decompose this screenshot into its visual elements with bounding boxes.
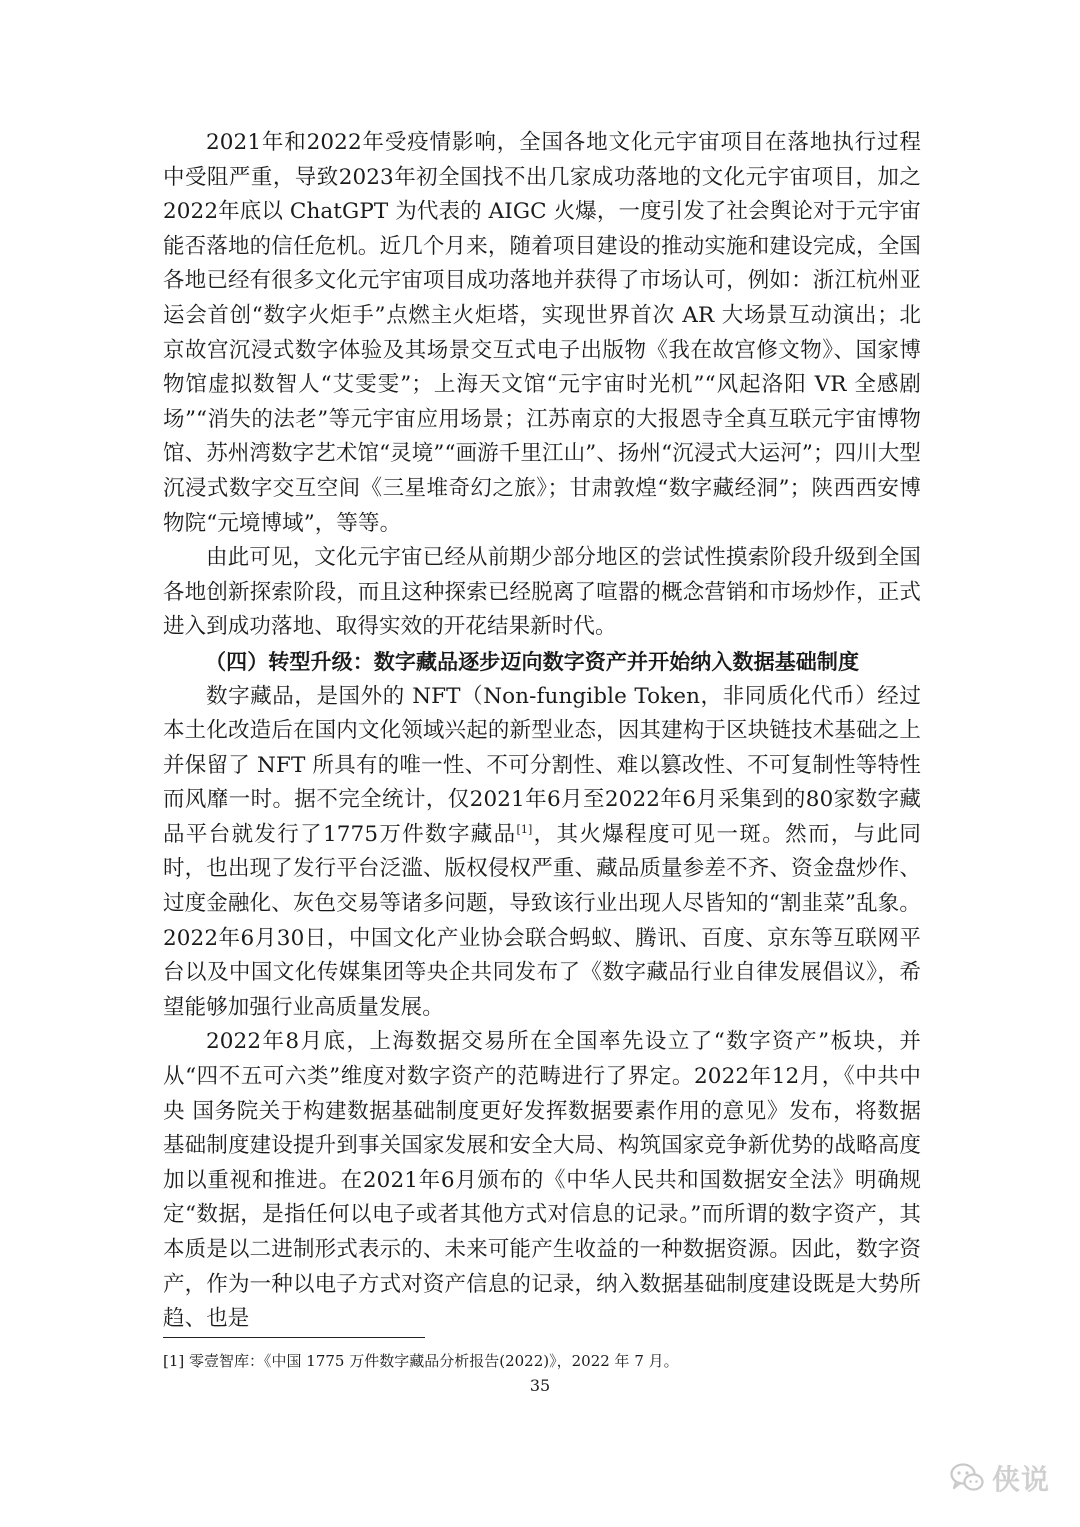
footnote-reference[interactable]: [1]: [516, 822, 533, 836]
paragraph-3-text-b: ，其火爆程度可见一斑。然而，与此同时，也出现了发行平台泛滥、版权侵权严重、藏品质量参差不齐、资金盘炒作、过度金融化、灰色交易等诸多问题，导致该行业出现人尽皆知的“割韭菜”乱象。2022年6月30日，中国文化产业协会联合蚂蚁、腾讯、百度、京东等互联网平台以及中国文化传媒集团等央企共同发布了《数字藏品行业自律发展倡议》，希望能够加强行业高质量发展。: [163, 821, 922, 1020]
wechat-icon: [950, 1463, 984, 1493]
body-text: [163, 126, 921, 1337]
watermark-text: 侠说: [992, 1463, 1051, 1496]
section-heading: （四）转型升级：数字藏品逐步迈向数字资产并开始纳入数据基础制度: [205, 649, 860, 674]
page-number: 35: [529, 1376, 551, 1395]
watermark: [950, 1458, 1050, 1498]
footnote-divider: [163, 1337, 425, 1338]
paragraph-4: 2022年8月底，上海数据交易所在全国率先设立了“数字资产”板块，并从“四不五可六类”维度对数字资产的范畴进行了界定。2022年12月，《中共中央 国务院关于构建数据基础制度更好发挥数据要素作用的意见》发布，将数据基础制度建设提升到事关国家发展和安全大局、构筑国家竞争新优势的战略高度加以重视和推进。在2021年6月颁布的《中华人民共和国数据安全法》明确规定“数据，是指任何以电子或者其他方式对信息的记录。”而所谓的数字资产，其本质是以二进制形式表示的、未来可能产生收益的一种数据资源。因此，数字资产，作为一种以电子方式对资产信息的记录，纳入数据基础制度建设既是大势所趋、也是: [163, 1029, 921, 1332]
footnote: [1] 零壹智库：《中国 1775 万件数字藏品分析报告(2022)》，2022 年 7 月。: [163, 1352, 679, 1370]
paragraph-2: 由此可见，文化元宇宙已经从前期少部分地区的尝试性摸索阶段升级到全国各地创新探索阶段，而且这种探索已经脱离了喧嚣的概念营销和市场炒作，正式进入到成功落地、取得实效的开花结果新时代。: [163, 545, 921, 640]
paragraph-3-text-a: 数字藏品，是国外的 NFT（Non-fungible Token，非同质化代币）经过本土化改造后在国内文化领域兴起的新型业态，因其建构于区块链技术基础之上并保留了 NFT 所具有的唯一性、不可分割性、难以篡改性、不可复制性等特性而风靡一时。据不完全统计，仅2021年6月至2022年6月采集到的80家数字藏品平台就发行了1775万件数字藏品: [163, 683, 921, 847]
paragraph-3: [163, 680, 921, 1026]
paragraph-1: 2021年和2022年受疫情影响，全国各地文化元宇宙项目在落地执行过程中受阻严重，导致2023年初全国找不出几家成功落地的文化元宇宙项目，加之2022年底以 ChatGPT 为代表的 AIGC 火爆，一度引发了社会舆论对于元宇宙能否落地的信任危机。近几个月来，随着项目建设的推动实施和建设完成，全国各地已经有很多文化元宇宙项目成功落地并获得了市场认可，例如：浙江杭州亚运会首创“数字火炬手”点燃主火炬塔，实现世界首次 AR 大场景互动演出；北京故宫沉浸式数字体验及其场景交互式电子出版物《我在故宫修文物》、国家博物馆虚拟数智人“艾雯雯”；上海天文馆“元宇宙时光机”“风起洛阳 VR 全感剧场”“消失的法老”等元宇宙应用场景；江苏南京的大报恩寺全真互联元宇宙博物馆、苏州湾数字艺术馆“灵境”“画游千里江山”、扬州“沉浸式大运河”；四川大型沉浸式数字交互空间《三星堆奇幻之旅》；甘肃敦煌“数字藏经洞”；陕西西安博物院“元境博域”，等等。: [163, 130, 921, 536]
